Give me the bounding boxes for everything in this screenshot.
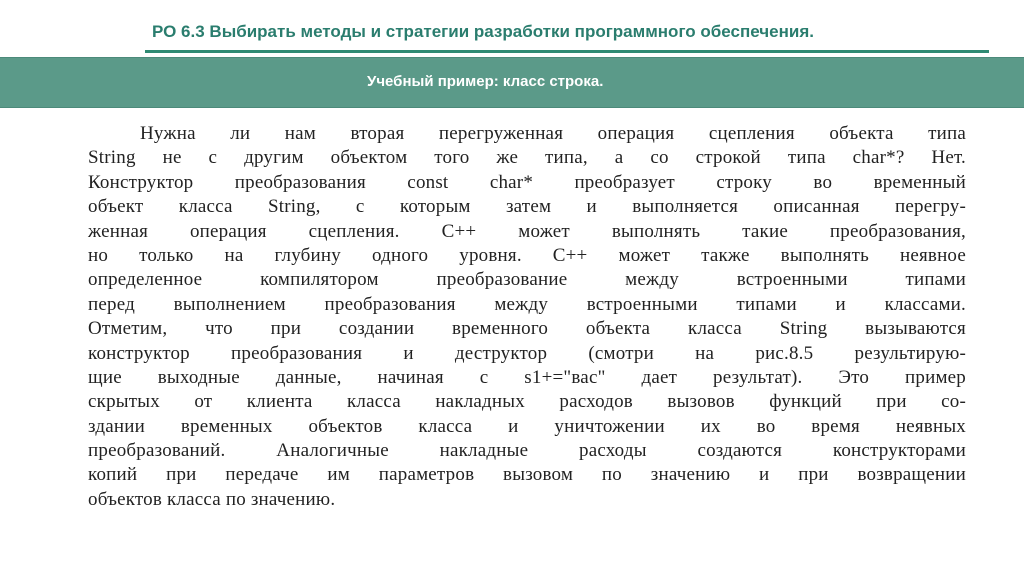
text-line: Отметим, что при создании временного объекта класса String вызываются [88,318,966,340]
slide-title: РО 6.3 Выбирать методы и стратегии разработки программного обеспечения. [152,22,814,41]
scanned-text-block [88,122,966,512]
text-line: определенное компилятором преобразование между встроенными типами [88,269,966,291]
text-line: женная операция сцепления. С++ может выполнять такие преобразования, [88,220,966,242]
text-line: перед выполнением преобразования между встроенными типами и классами. [88,293,966,315]
text-line: здании временных объектов класса и уничтожении их во время неявных [88,415,966,437]
subtitle-banner [0,57,1024,108]
text-line: конструктор преобразования и деструктор (смотри на рис.8.5 результирую- [88,342,966,364]
text-line: Нужна ли нам вторая перегруженная операция сцепления объекта типа [140,123,966,144]
text-line: Конструктор преобразования const char* преобразует строку во временный [88,171,966,193]
subtitle-text: Учебный пример: класс строка. [367,73,604,90]
text-line: но только на глубину одного уровня. С++ может также выполнять неявное [88,244,966,266]
text-line: щие выходные данные, начиная с s1+="вас" дает результат). Это пример [88,366,966,388]
text-line: копий при передаче им параметров вызовом по значению и при возвращении [88,464,966,486]
text-line: преобразований. Аналогичные накладные расходы создаются конструкторами [88,440,966,462]
text-line: объектов класса по значению. [88,488,336,510]
text-line: String не с другим объектом того же типа, а со строкой типа char*? Нет. [88,147,966,169]
text-line: объект класса String, с которым затем и выполняется описанная перегру- [88,196,966,218]
text-line: скрытых от клиента класса накладных расходов вызовов функций при со- [88,391,966,413]
title-divider [145,50,989,53]
